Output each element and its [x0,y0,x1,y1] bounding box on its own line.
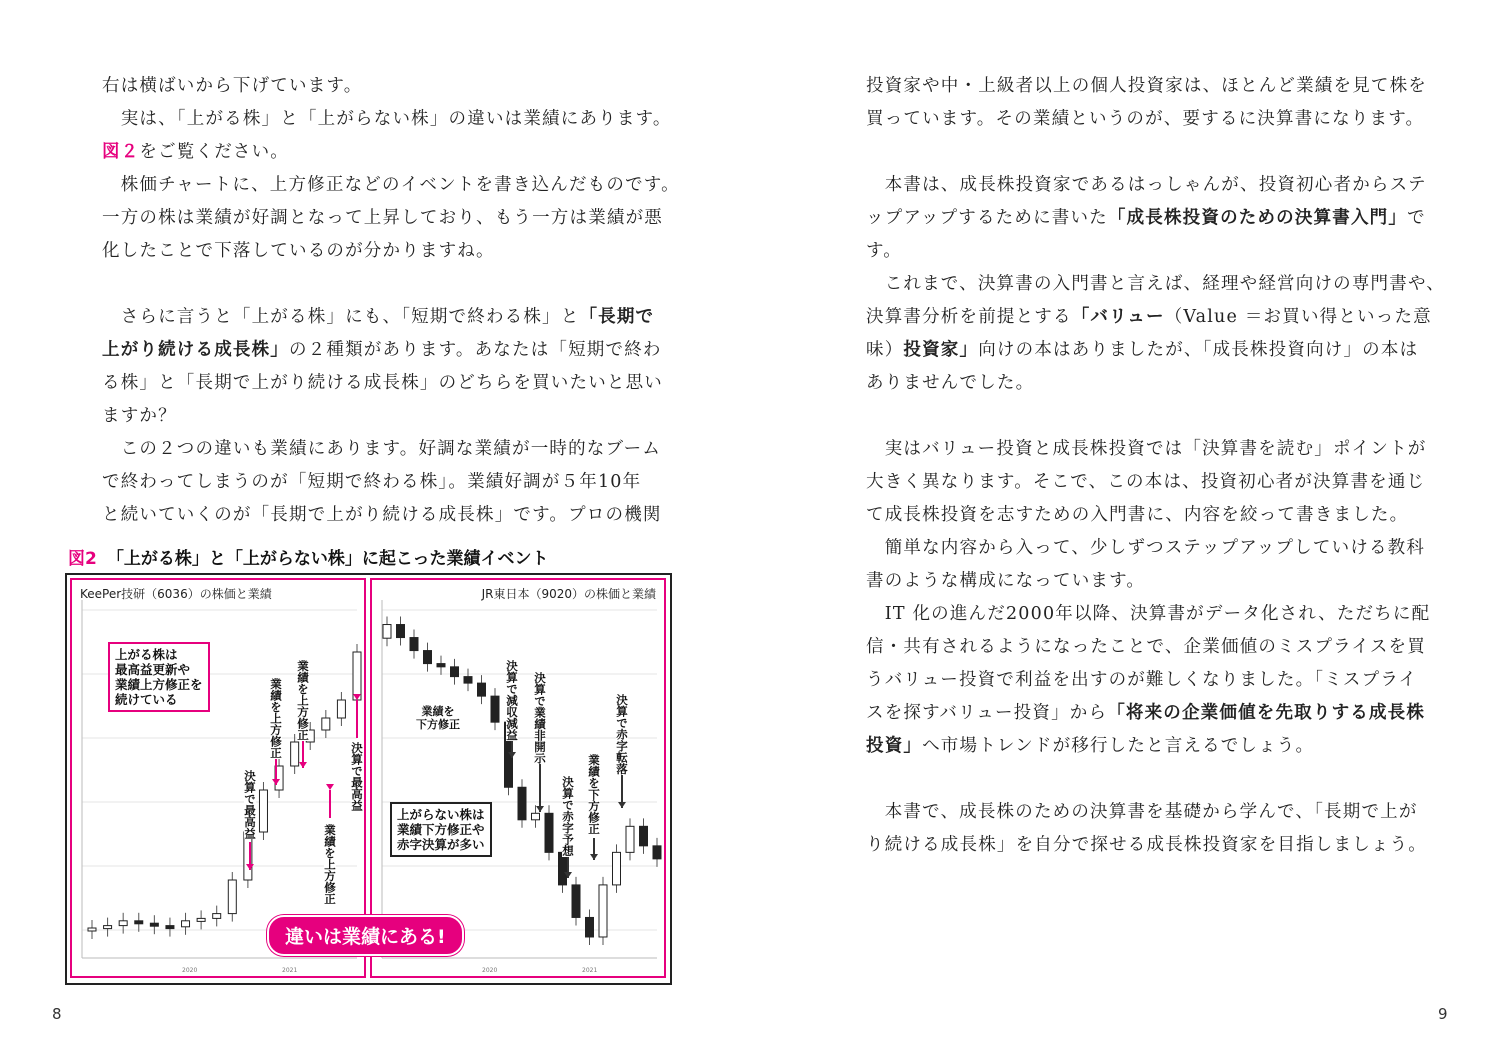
page-number-right: 9 [1438,1005,1448,1023]
event-arrowhead [536,806,544,812]
candle [213,914,221,919]
right-page-line: 投資家や中・上級者以上の個人投資家は、ほとんど業績を見て株を [866,76,1427,96]
left-page-line: と続いていくのが「長期で上がり続ける成長株」です。プロの機関 [102,505,662,525]
left-page-line: 化したことで下落しているのが分かりますね。 [102,241,495,261]
note-line: 赤字決算が多い [397,837,485,852]
event-label-upward-revision-1: 業績を上方修正 [269,678,283,759]
difference-banner: 違いは業績にある! [267,915,464,956]
candle [491,696,499,722]
x-tick-label: 2020 [182,967,198,974]
right-page-line: て成長株投資を志すための入門書に、内容を絞って書きました。 [866,505,1409,525]
right-page-line: 書のような構成になっています。 [866,571,1146,591]
candle [291,742,299,766]
text-run: で [1407,208,1426,228]
candle [613,852,621,885]
event-label-upward-revision-3: 業績を上方修正 [323,824,337,905]
right-page-line: これまで、決算書の入門書と言えば、経理や経営向けの専門書や、 [866,274,1445,294]
jr-east-chart-title: JR東日本（9020）の株価と業績 [481,587,656,601]
bold-phrase: 「バリュー [1071,307,1165,327]
left-page-line [102,136,642,169]
bold-phrase: 「将来の企業価値を先取りする成長株 [1107,703,1426,723]
candle [119,921,127,926]
candle [572,885,580,918]
left-page-line: 実は、「上がる株」と「上がらない株」の違いは業績にあります。 [102,109,672,129]
right-page-line [866,202,1426,235]
candle [383,625,391,639]
candle [166,926,174,929]
candle [599,885,607,937]
figure-reference: 図２ [102,142,140,162]
note-line: 最高益更新や [115,662,191,677]
right-page-line: 大きく異なります。そこで、この本は、投資初心者が決算書を通じ [866,472,1426,492]
text-run: の２種類があります。あなたは「短期で終わ [289,340,662,360]
left-page-line: この２つの違いも業績にあります。好調な業績が一時的なブーム [102,439,662,459]
left-page-line: ますか？ [102,406,177,426]
right-page-line: 実はバリュー投資と成長株投資では「決算書を読む」ポイントが [866,439,1427,459]
text-run: スを探すバリュー投資」から [866,703,1108,723]
event-label-downward-revision-2: 業績を下方修正 [587,754,601,835]
candle [150,923,158,926]
candle [464,677,472,684]
figure-title: 「上がる株」と「上がらない株」に起こった業績イベント [106,549,549,569]
bold-phrase: 投資」 [866,736,923,756]
left-page-line: で終わってしまうのが「短期で終わる株」。業績好調が５年10年 [102,472,642,492]
rising-stock-note [108,642,210,712]
bold-phrase: 上がり続ける成長株」 [102,340,289,360]
candle [532,813,540,820]
candle [410,638,418,651]
event-label-loss-forecast: 決算で赤字予想 [561,776,575,857]
x-tick-label: 2021 [282,967,298,974]
event-arrowhead [590,854,598,860]
right-page-line: 信・共有されるようになったことで、企業価値のミスプライスを買 [866,637,1426,657]
event-label-downward-revision-1 [416,705,460,731]
event-arrowhead [618,802,626,808]
note-line: 続けている [115,692,178,707]
candle [337,700,345,718]
x-tick-label: 2021 [582,967,598,974]
text-run: 向けの本はありましたが、「成長株投資向け」の本は [978,340,1419,360]
event-label-lower-revenue: 決算で減収減益 [505,660,519,741]
event-arrowhead [326,784,334,790]
candle [437,664,445,667]
candle [88,928,96,931]
left-page-line [102,334,662,367]
right-page-line: ありませんでした。 [866,373,1035,393]
right-page-line: IT 化の進んだ2000年以降、決算書がデータ化され、ただちに配 [866,604,1431,624]
right-page-text [866,70,1445,862]
right-page-line: 買っています。その業績というのが、要するに決算書になります。 [866,109,1425,129]
candle [559,852,567,885]
event-label-record-profit-2: 決算で最高益 [350,742,364,811]
left-page-text [102,70,680,532]
candle [478,683,486,696]
event-label-record-profit-1: 決算で最高益 [243,770,257,839]
candle [397,625,405,638]
candle [518,787,526,820]
text-run: （Value ＝お買い得といった意 [1164,307,1432,327]
bold-phrase: 「長期で [579,307,655,327]
right-page-line [866,334,1419,367]
candle [626,826,634,852]
candle [197,918,205,921]
x-tick-label: 2020 [482,967,498,974]
right-page-line: 簡単な内容から入って、少しずつステップアップしていける教科 [866,538,1426,558]
figure-caption [68,544,549,569]
candle [322,718,330,730]
left-page-line: 右は横ばいから下げています。 [102,76,363,96]
figure-number: 図2 [68,549,97,569]
candle [104,926,112,929]
candle [228,880,236,914]
candle [640,826,648,846]
candle [653,846,661,859]
candle [424,651,432,664]
event-label-loss: 決算で赤字転落 [615,694,629,775]
left-page-line: る株」と「長期で上がり続ける成長株」のどちらを買いたいと思い [102,373,663,393]
event-arrowhead [299,762,307,768]
note-line: 業績上方修正を [115,677,203,692]
candle [451,667,459,677]
candle [259,790,267,832]
label-line: 業績を [421,705,455,718]
event-label-no-forecast: 決算で業績非開示 [533,672,547,764]
candle [586,917,594,937]
bold-phrase: 「成長株投資のための決算書入門」 [1107,208,1408,228]
note-line: 上がらない株は [397,807,485,822]
text-run: をご覧ください。 [139,142,290,162]
label-line: 下方修正 [416,718,460,731]
candle [353,652,361,700]
keeper-chart-title: KeePer技研（6036）の株価と業績 [80,587,272,601]
blank-line [102,268,642,301]
right-page-line [866,301,1432,334]
right-page-line [866,730,1406,763]
right-page-line: うバリュー投資で利益を出すのが難しくなりました。「ミスプライ [866,670,1418,690]
right-page-line: す。 [866,241,902,261]
note-line: 上がる株は [115,647,178,662]
right-page-line: り続ける成長株」を自分で探せる成長株投資家を目指しましょう。 [866,835,1427,855]
text-run: 味） [866,340,904,360]
note-line: 業績下方修正や [397,822,485,837]
figure-2 [65,573,672,985]
text-run: ップアップするために書いた [866,208,1108,228]
blank-line [866,136,1406,169]
candle [135,921,143,924]
blank-line [866,763,1406,796]
left-page-line [102,301,655,334]
right-page-line: 本書は、成長株投資家であるはっしゃんが、投資初心者からステ [866,175,1427,195]
candle [545,813,553,852]
falling-stock-note [390,802,492,857]
text-run: 決算書分析を前提とする [866,307,1072,327]
left-page-line: 一方の株は業績が好調となって上昇しており、もう一方は業績が悪 [102,208,663,228]
right-page-line [866,697,1426,730]
page-number-left: 8 [52,1005,62,1023]
candle [182,921,190,927]
text-run: へ市場トレンドが移行したと言えるでしょう。 [922,736,1315,756]
right-page-line: 本書で、成長株のための決算書を基礎から学んで、「長期で上が [866,802,1418,822]
text-run: さらに言うと「上がる株」にも、「短期で終わる株」と [102,307,580,327]
event-label-upward-revision-2: 業績を上方修正 [296,660,310,741]
bold-phrase: 投資家」 [903,340,979,360]
left-page-line: 株価チャートに、上方修正などのイベントを書き込んだものです。 [102,175,680,195]
blank-line [866,400,1406,433]
